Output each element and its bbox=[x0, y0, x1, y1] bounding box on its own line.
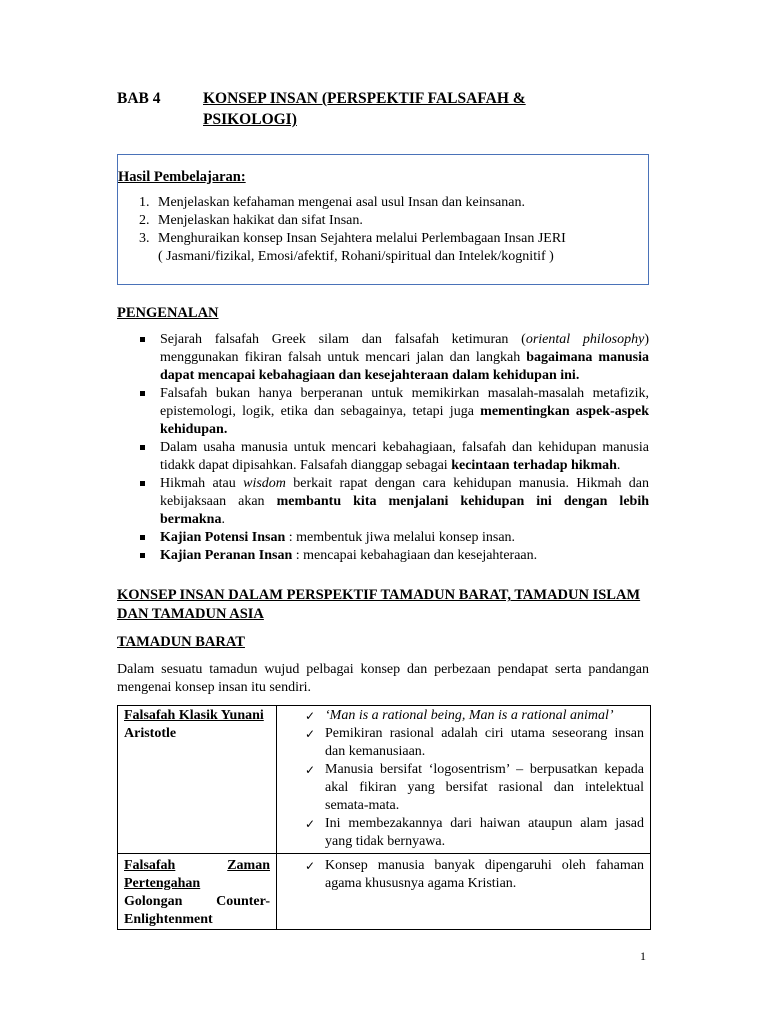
checklist-item bbox=[305, 761, 644, 815]
bullet-text: berkait rapat dengan cara kehidupan manusia. Hikmah dan kebijaksaan akan bbox=[160, 476, 650, 509]
bullet-text: : mencapai kebahagiaan dan kesejahteraan. bbox=[292, 548, 538, 563]
checkmark-icon: ✓ bbox=[305, 763, 316, 777]
checklist-item bbox=[305, 815, 644, 851]
checklist-item bbox=[305, 857, 644, 893]
list-number: 2. bbox=[139, 213, 150, 228]
concept-table bbox=[117, 705, 651, 930]
cell-label-line bbox=[124, 857, 270, 875]
table-cell-label bbox=[118, 706, 277, 854]
bullet-square-icon bbox=[140, 481, 145, 486]
bullet-item bbox=[137, 547, 649, 565]
learning-outcomes-heading-text: Hasil Pembelajaran: bbox=[118, 169, 246, 185]
chapter-title-line2: PSIKOLOGI) bbox=[203, 111, 297, 128]
bullet-item bbox=[137, 439, 649, 475]
table-row bbox=[118, 706, 651, 854]
bullet-text: ) menggunakan fikiran falsah untuk mencari jalan dan langkah bbox=[160, 332, 649, 365]
checklist-item bbox=[305, 707, 644, 725]
bullet-bold: mementingkan aspek-aspek kehidupan. bbox=[160, 404, 649, 437]
checklist-text: Ini membezakannya dari haiwan ataupun alam jasad yang tidak bernyawa. bbox=[325, 816, 644, 849]
bullet-bold: Kajian Peranan Insan bbox=[160, 548, 293, 563]
checklist-item bbox=[305, 725, 644, 761]
checklist-text: Pemikiran rasional adalah ciri utama seseorang insan dan kemanusiaan. bbox=[325, 726, 644, 759]
section-heading-line2: DAN TAMADUN ASIA bbox=[117, 606, 264, 622]
bullet-item bbox=[137, 331, 649, 385]
section-paragraph: Dalam sesuatu tamadun wujud pelbagai konsep dan perbezaan pendapat serta pandangan mengenai konsep insan itu sendiri. bbox=[117, 662, 649, 695]
bullet-italic: oriental philosophy bbox=[525, 332, 645, 347]
cell-label-line bbox=[124, 893, 270, 911]
cell-label-word: Golongan bbox=[124, 894, 183, 909]
cell-label-line: Enlightenment bbox=[124, 912, 213, 927]
intro-bullet-list bbox=[137, 331, 649, 565]
list-number: 1. bbox=[139, 195, 150, 210]
list-item-text: Menghuraikan konsep Insan Sejahtera melalui Perlembagaan Insan JERI bbox=[158, 231, 566, 246]
list-item-text: Menjelaskan hakikat dan sifat Insan. bbox=[158, 213, 363, 228]
bullet-text: . bbox=[616, 458, 621, 473]
bullet-item bbox=[137, 475, 649, 529]
bullet-item bbox=[137, 385, 649, 439]
checkmark-icon: ✓ bbox=[305, 709, 316, 723]
cell-label-line: Aristotle bbox=[124, 726, 177, 741]
checkmark-icon: ✓ bbox=[305, 859, 316, 873]
chapter-number: BAB 4 bbox=[117, 90, 161, 107]
bullet-text: Sejarah falsafah Greek silam dan falsafah ketimuran ( bbox=[160, 332, 526, 347]
cell-label-word: Zaman bbox=[227, 858, 270, 873]
bullet-text: Falsafah bukan hanya berperanan untuk memikirkan masalah-masalah metafizik, epistemologi, logik, etika dan sebagainya, tetapi juga bbox=[160, 386, 649, 419]
section-heading-line1: KONSEP INSAN DALAM PERSPEKTIF TAMADUN BARAT, TAMADUN ISLAM bbox=[117, 587, 641, 603]
checklist-text: Manusia bersifat ‘logosentrism’ – berpusatkan kepada akal fikiran yang bersifat rasional dan intelektual semata-mata. bbox=[325, 762, 644, 813]
cell-label-word: Falsafah bbox=[124, 858, 176, 873]
table-cell-points bbox=[277, 706, 651, 854]
bullet-square-icon bbox=[140, 553, 145, 558]
cell-label-line bbox=[124, 875, 270, 893]
chapter-title-line1: KONSEP INSAN (PERSPEKTIF FALSAFAH & bbox=[203, 90, 526, 107]
bullet-text: . bbox=[221, 512, 225, 527]
section-heading bbox=[117, 586, 640, 624]
table-cell-label bbox=[118, 854, 277, 930]
subheading bbox=[117, 633, 245, 651]
list-number: 3. bbox=[139, 231, 150, 246]
bullet-square-icon bbox=[140, 535, 145, 540]
list-item-text: Menjelaskan kefahaman mengenai asal usul Insan dan keinsanan. bbox=[158, 195, 525, 210]
bullet-text: : membentuk jiwa melalui konsep insan. bbox=[285, 530, 516, 545]
checklist bbox=[305, 707, 644, 851]
cell-label-line: Falsafah Klasik Yunani bbox=[124, 708, 264, 723]
bullet-bold: membantu kita menjalani kehidupan ini dengan lebih bermakna bbox=[160, 494, 650, 527]
bullet-text: Dalam usaha manusia untuk mencari kebahagiaan, falsafah dan kehidupan manusia tidakk dapat dipisahkan. Falsafah dianggap sebagai bbox=[160, 440, 649, 473]
cell-label-word: Counter- bbox=[216, 894, 270, 909]
bullet-bold: kecintaan terhadap hikmah bbox=[451, 458, 617, 473]
bullet-bold: bagaimana manusia dapat mencapai kebahagiaan dan kesejahteraan dalam kehidupan ini. bbox=[160, 350, 649, 383]
bullet-square-icon bbox=[140, 445, 145, 450]
checkmark-icon: ✓ bbox=[305, 727, 316, 741]
table-cell-points bbox=[277, 854, 651, 930]
subheading-text: TAMADUN BARAT bbox=[117, 634, 245, 650]
bullet-item bbox=[137, 529, 649, 547]
chapter-title bbox=[203, 88, 526, 130]
learning-outcomes-list bbox=[136, 194, 636, 266]
bullet-bold: Kajian Potensi Insan bbox=[160, 530, 286, 545]
list-item bbox=[136, 194, 636, 212]
table-row bbox=[118, 854, 651, 930]
cell-label-word: Pertengahan bbox=[124, 876, 201, 891]
intro-heading bbox=[117, 304, 219, 322]
bullet-square-icon bbox=[140, 337, 145, 342]
bullet-italic: wisdom bbox=[243, 476, 286, 491]
list-item bbox=[136, 230, 636, 266]
learning-outcomes-heading bbox=[118, 168, 246, 186]
checkmark-icon: ✓ bbox=[305, 817, 316, 831]
bullet-text: Hikmah atau bbox=[160, 476, 244, 491]
checklist bbox=[305, 857, 644, 893]
intro-heading-text: PENGENALAN bbox=[117, 305, 219, 321]
page-number: 1 bbox=[640, 949, 646, 963]
list-item-text-continued: ( Jasmani/fizikal, Emosi/afektif, Rohani/spiritual dan Intelek/kognitif ) bbox=[158, 249, 554, 264]
list-item bbox=[136, 212, 636, 230]
checklist-text: ‘Man is a rational being, Man is a rational animal’ bbox=[325, 708, 614, 723]
bullet-square-icon bbox=[140, 391, 145, 396]
checklist-text: Konsep manusia banyak dipengaruhi oleh fahaman agama khususnya agama Kristian. bbox=[325, 858, 644, 891]
